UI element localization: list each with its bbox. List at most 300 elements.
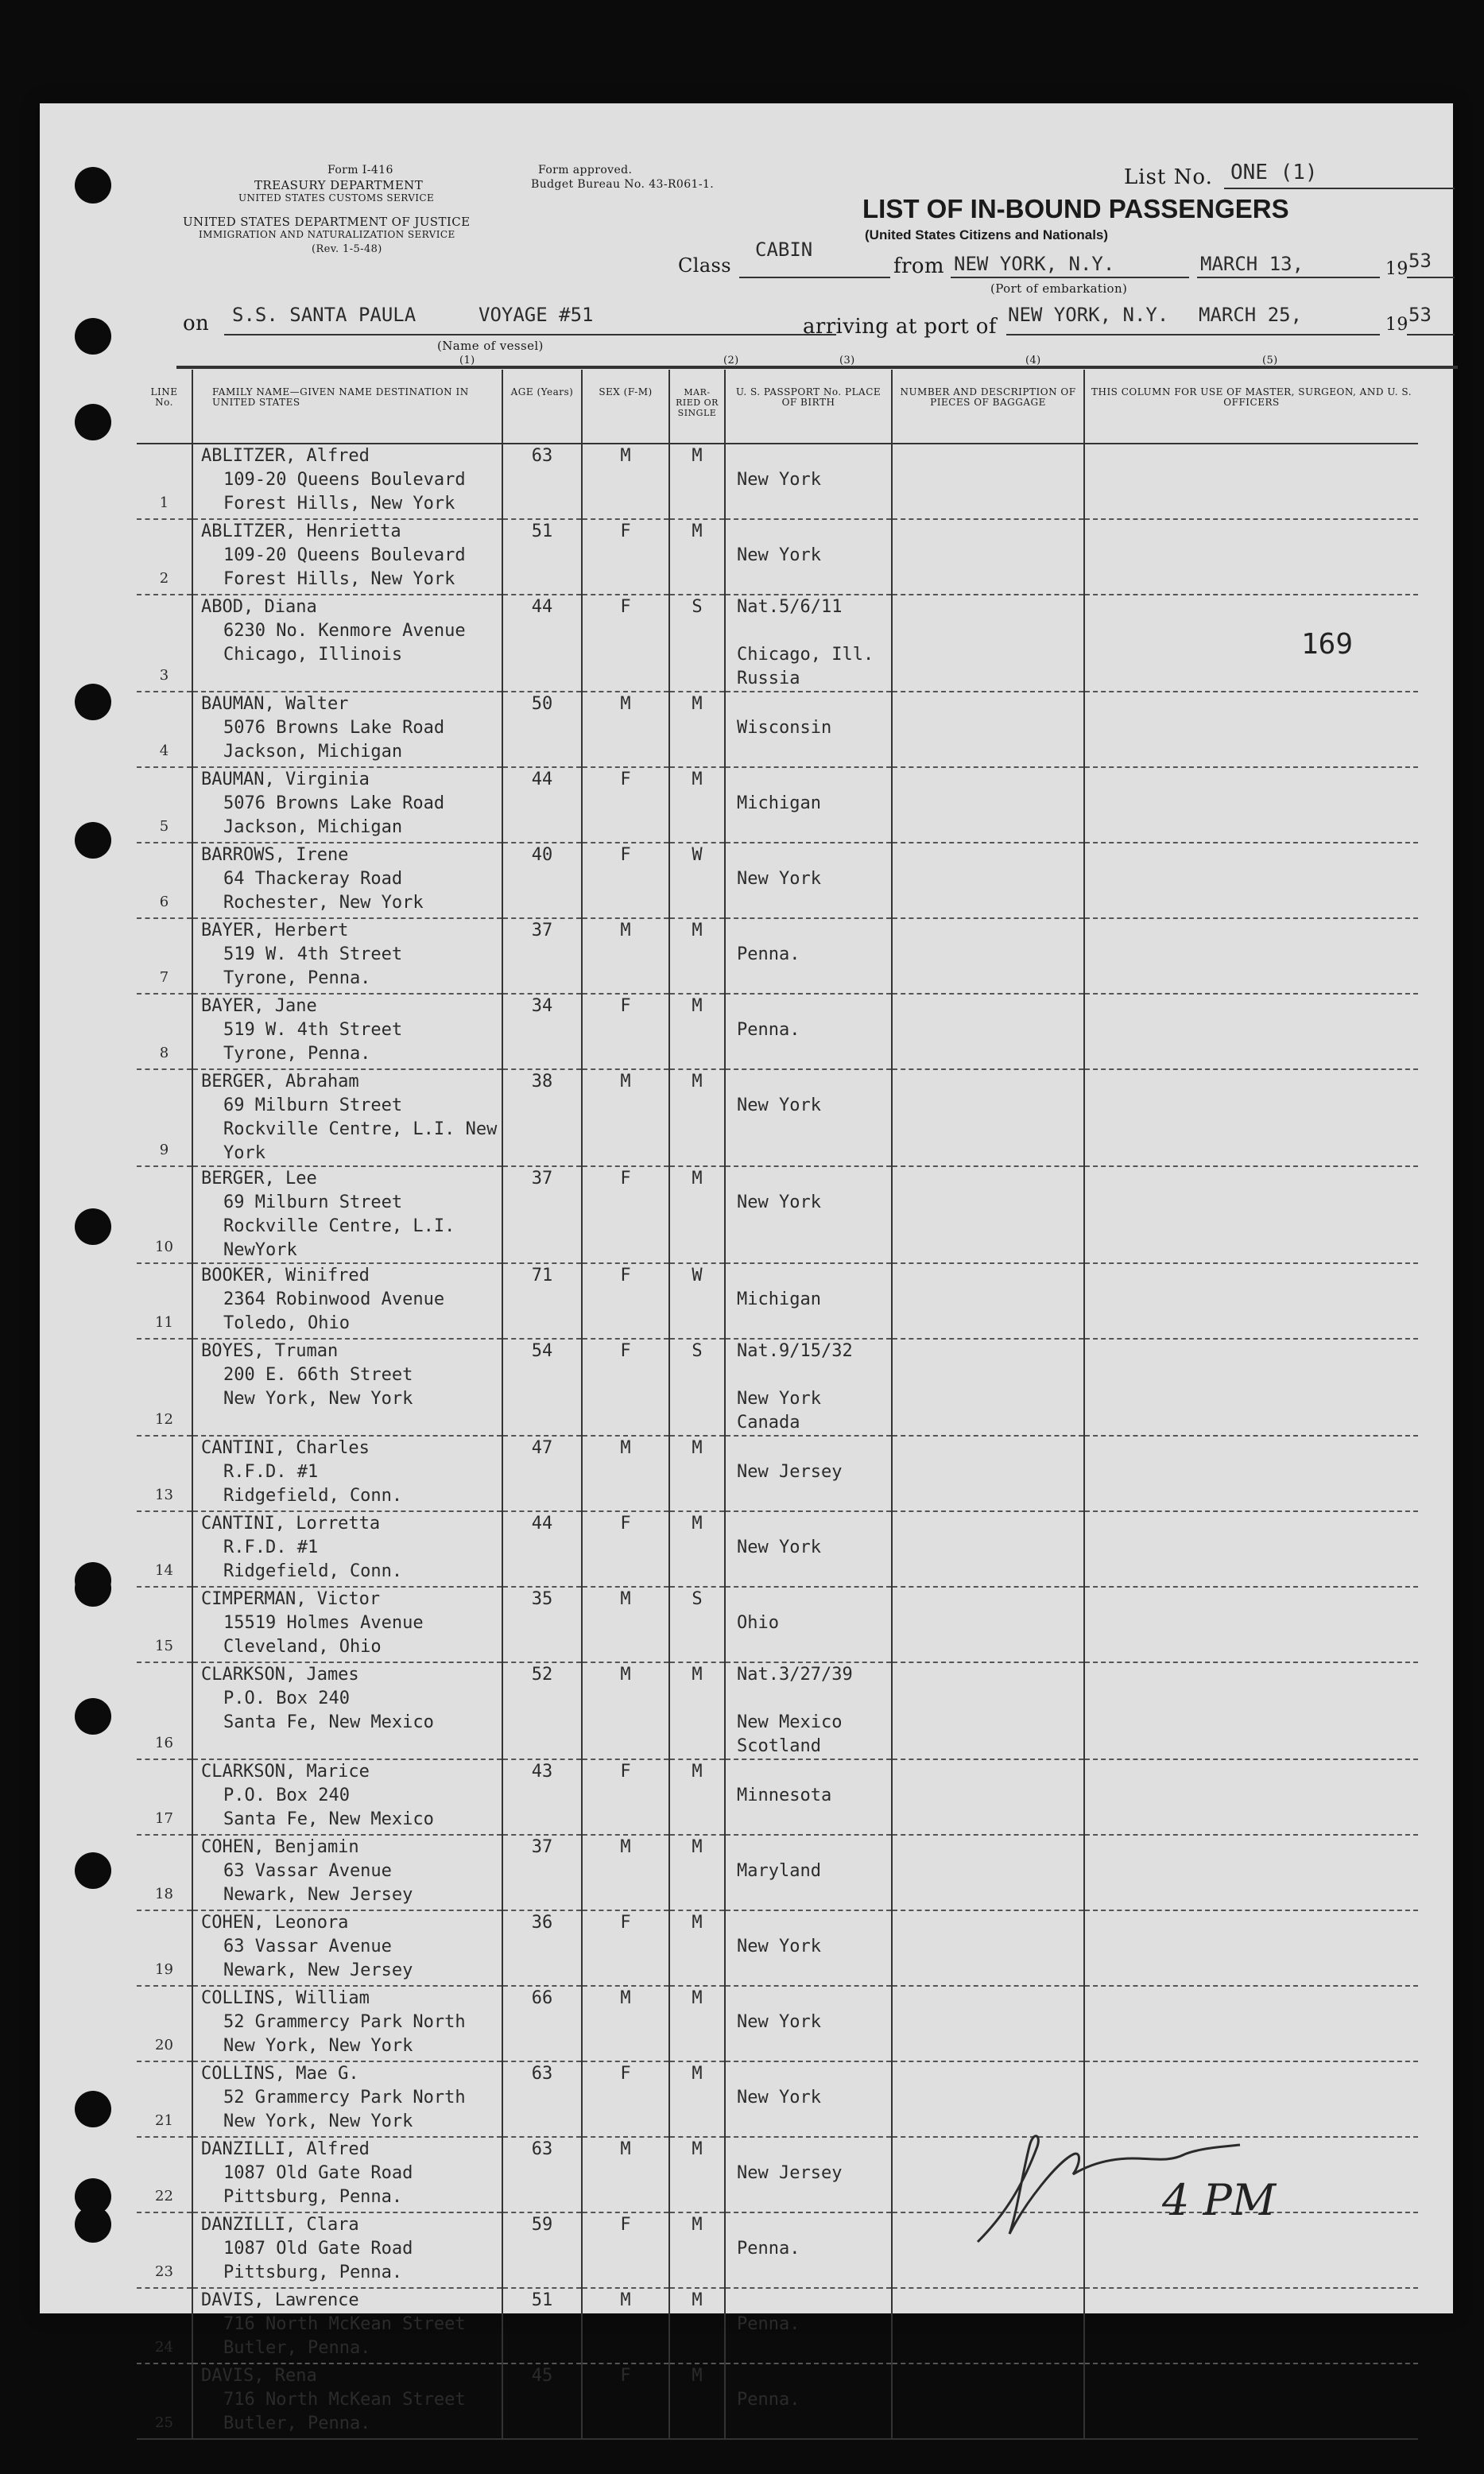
officer-use-cell — [1084, 1166, 1418, 1263]
age-cell: 54 — [502, 1339, 582, 1436]
arrival-date: MARCH 25, — [1199, 304, 1303, 326]
sex-cell: M — [582, 918, 669, 994]
address-line-1: 1087 Old Gate Road — [223, 2239, 413, 2259]
table-row — [137, 767, 1418, 843]
column-number: (4) — [1025, 355, 1041, 366]
embarkation-date: MARCH 13, — [1200, 253, 1304, 275]
address-line-1: 200 E. 66th Street — [223, 1365, 413, 1385]
table-header-row — [137, 370, 1418, 444]
place-of-birth: New Jersey — [737, 2163, 843, 2183]
line-number: 6 — [137, 843, 192, 918]
place-of-birth: New Jersey — [737, 1462, 843, 1482]
name-destination-cell — [192, 843, 502, 918]
address-line-2: Chicago, Illinois — [223, 645, 403, 665]
baggage-cell — [892, 843, 1084, 918]
passport-birthplace-cell — [725, 843, 892, 918]
table-row — [137, 994, 1418, 1069]
age-cell: 36 — [502, 1910, 582, 1986]
sex-cell: M — [582, 1436, 669, 1511]
passport-birthplace-cell — [725, 1910, 892, 1986]
passport-birthplace-cell — [725, 994, 892, 1069]
place-of-birth: Chicago, Ill. Russia — [737, 645, 874, 688]
place-of-birth: Michigan — [737, 793, 821, 813]
passport-birthplace-cell — [725, 2288, 892, 2363]
department-of-justice: UNITED STATES DEPARTMENT OF JUSTICE — [183, 215, 471, 229]
marital-status-cell: M — [669, 2288, 725, 2363]
address-line-2: Santa Fe, New Mexico — [223, 1809, 434, 1829]
line-number: 2 — [137, 519, 192, 595]
table-row — [137, 1587, 1418, 1662]
address-line-2: Forest Hills, New York — [223, 494, 455, 514]
marital-status-cell: M — [669, 2137, 725, 2212]
sex-cell: F — [582, 767, 669, 843]
passenger-name: BOOKER, Winifred — [201, 1266, 370, 1285]
passport-birthplace-cell — [725, 1835, 892, 1910]
officer-use-cell — [1084, 1986, 1418, 2061]
officer-use-cell — [1084, 692, 1418, 767]
address-line-1: 64 Thackeray Road — [223, 869, 403, 889]
vessel-name-label: (Name of vessel) — [437, 339, 544, 353]
age-cell: 63 — [502, 444, 582, 519]
marital-status-cell: M — [669, 444, 725, 519]
table-row — [137, 1436, 1418, 1511]
name-destination-cell — [192, 2288, 502, 2363]
name-destination-cell — [192, 692, 502, 767]
passport-birthplace-cell — [725, 444, 892, 519]
passenger-name: BERGER, Lee — [201, 1169, 317, 1189]
address-line-1: 6230 No. Kenmore Avenue — [223, 621, 466, 641]
baggage-cell — [892, 767, 1084, 843]
marital-status-cell: M — [669, 1166, 725, 1263]
baggage-cell — [892, 1910, 1084, 1986]
from-label: from — [893, 254, 944, 278]
name-destination-cell — [192, 519, 502, 595]
age-cell: 52 — [502, 1662, 582, 1759]
sex-cell: M — [582, 444, 669, 519]
line-number: 3 — [137, 595, 192, 692]
baggage-cell — [892, 1263, 1084, 1339]
passport-number: Nat.5/6/11 — [737, 597, 843, 617]
passport-birthplace-cell — [725, 767, 892, 843]
place-of-birth: Penna. — [737, 2390, 800, 2410]
passport-number: Nat.9/15/32 — [737, 1341, 853, 1361]
address-line-2: New York, New York — [223, 1389, 413, 1409]
officer-signature — [962, 2115, 1248, 2250]
place-of-birth: New York — [737, 2012, 821, 2032]
passenger-name: BAYER, Herbert — [201, 921, 349, 940]
address-line-2: Toledo, Ohio — [223, 1313, 350, 1333]
table-row — [137, 1166, 1418, 1263]
address-line-1: 2364 Robinwood Avenue — [223, 1289, 445, 1309]
officer-use-cell — [1084, 1759, 1418, 1835]
address-line-2: Tyrone, Penna. — [223, 968, 371, 988]
baggage-cell — [892, 1587, 1084, 1662]
age-cell: 66 — [502, 1986, 582, 2061]
sex-cell: M — [582, 1587, 669, 1662]
port-of-embarkation-label: (Port of embarkation) — [990, 281, 1128, 296]
officer-use-cell — [1084, 1662, 1418, 1759]
baggage-cell — [892, 2363, 1084, 2439]
table-row — [137, 918, 1418, 994]
sex-cell: F — [582, 2061, 669, 2137]
place-of-birth: New York — [737, 470, 821, 490]
name-destination-cell — [192, 1587, 502, 1662]
age-cell: 50 — [502, 692, 582, 767]
list-number-label: List No. — [1124, 165, 1213, 189]
embark-year-prefix: 19 — [1385, 259, 1408, 279]
passenger-name: ABOD, Diana — [201, 597, 317, 617]
address-line-2: Ridgefield, Conn. — [223, 1486, 403, 1506]
table-row — [137, 1986, 1418, 2061]
line-number: 15 — [137, 1587, 192, 1662]
officer-use-cell — [1084, 994, 1418, 1069]
sex-cell: F — [582, 843, 669, 918]
passenger-name: BERGER, Abraham — [201, 1072, 359, 1092]
address-line-1: 716 North McKean Street — [223, 2390, 466, 2410]
sex-cell: F — [582, 1511, 669, 1587]
marital-status-cell: M — [669, 1759, 725, 1835]
passport-birthplace-cell — [725, 918, 892, 994]
address-line-1: 716 North McKean Street — [223, 2314, 466, 2334]
baggage-cell — [892, 994, 1084, 1069]
passenger-name: DANZILLI, Alfred — [201, 2139, 370, 2159]
baggage-cell — [892, 444, 1084, 519]
officer-use-cell — [1084, 519, 1418, 595]
line-number: 21 — [137, 2061, 192, 2137]
name-destination-cell — [192, 1511, 502, 1587]
place-of-birth: New York Canada — [737, 1389, 821, 1433]
passport-birthplace-cell — [725, 2363, 892, 2439]
line-number: 14 — [137, 1511, 192, 1587]
passenger-name: COLLINS, William — [201, 1988, 370, 2008]
place-of-birth: Penna. — [737, 1020, 800, 1040]
age-cell: 44 — [502, 767, 582, 843]
place-of-birth: Michigan — [737, 1289, 821, 1309]
age-cell: 35 — [502, 1587, 582, 1662]
passport-birthplace-cell — [725, 2212, 892, 2288]
punch-hole — [75, 1208, 111, 1245]
punch-hole — [75, 822, 111, 859]
line-number: 8 — [137, 994, 192, 1069]
address-line-2: New York, New York — [223, 2111, 413, 2131]
passenger-name: CIMPERMAN, Victor — [201, 1589, 381, 1609]
address-line-1: 63 Vassar Avenue — [223, 1861, 392, 1881]
col-header-name: FAMILY NAME—GIVEN NAME DESTINATION IN UNITED STATES — [192, 370, 502, 444]
table-row — [137, 444, 1418, 519]
line-number: 22 — [137, 2137, 192, 2212]
place-of-birth: Penna. — [737, 944, 800, 964]
address-line-1: P.O. Box 240 — [223, 1786, 350, 1805]
officer-use-cell — [1084, 1835, 1418, 1910]
baggage-cell — [892, 1511, 1084, 1587]
table-top-rule — [176, 366, 1458, 369]
age-cell: 38 — [502, 1069, 582, 1166]
age-cell: 37 — [502, 1166, 582, 1263]
age-cell: 51 — [502, 519, 582, 595]
arriving-label: arriving at port of — [803, 315, 997, 339]
punch-hole — [75, 2091, 111, 2127]
sex-cell: F — [582, 519, 669, 595]
table-row — [137, 1910, 1418, 1986]
handwritten-time-note: 4 PM — [1162, 2175, 1277, 2225]
place-of-birth: New York — [737, 1538, 821, 1557]
line-number: 7 — [137, 918, 192, 994]
embark-year-underline — [1407, 277, 1455, 278]
name-destination-cell — [192, 1835, 502, 1910]
passport-birthplace-cell — [725, 519, 892, 595]
marital-status-cell: M — [669, 692, 725, 767]
passenger-name: COHEN, Leonora — [201, 1913, 349, 1933]
line-number: 17 — [137, 1759, 192, 1835]
passenger-name: CLARKSON, Marice — [201, 1762, 370, 1782]
place-of-birth: Penna. — [737, 2314, 800, 2334]
form-number: Form I-416 — [327, 164, 393, 176]
col-header-sex: SEX (F-M) — [582, 370, 669, 444]
ins-service: IMMIGRATION AND NATURALIZATION SERVICE — [199, 229, 455, 240]
passport-birthplace-cell — [725, 1436, 892, 1511]
arrival-year: 53 — [1408, 304, 1432, 326]
sex-cell: M — [582, 2288, 669, 2363]
col-header-baggage: NUMBER AND DESCRIPTION OF PIECES OF BAGGAGE — [892, 370, 1084, 444]
passenger-name: BOYES, Truman — [201, 1341, 339, 1361]
arrival-port: NEW YORK, N.Y. — [1008, 304, 1169, 326]
officer-use-cell — [1084, 767, 1418, 843]
column-number: (3) — [839, 355, 855, 366]
sex-cell: F — [582, 1166, 669, 1263]
table-row — [137, 1662, 1418, 1759]
line-number: 25 — [137, 2363, 192, 2439]
age-cell: 43 — [502, 1759, 582, 1835]
address-line-2: Jackson, Michigan — [223, 817, 403, 837]
sex-cell: M — [582, 1662, 669, 1759]
place-of-birth: New Mexico Scotland — [737, 1712, 843, 1756]
punch-hole — [75, 684, 111, 720]
sex-cell: M — [582, 2137, 669, 2212]
marital-status-cell: M — [669, 1910, 725, 1986]
passport-birthplace-cell — [725, 1069, 892, 1166]
passport-birthplace-cell — [725, 595, 892, 692]
address-line-1: 519 W. 4th Street — [223, 1020, 403, 1040]
age-cell: 71 — [502, 1263, 582, 1339]
address-line-2: Rockville Centre, L.I. NewYork — [223, 1216, 455, 1260]
marital-status-cell: M — [669, 1069, 725, 1166]
baggage-cell — [892, 2288, 1084, 2363]
age-cell: 34 — [502, 994, 582, 1069]
officer-use-cell — [1084, 843, 1418, 918]
baggage-cell — [892, 595, 1084, 692]
vessel-name: S.S. SANTA PAULA — [232, 304, 417, 326]
col-header-passport: U. S. PASSPORT No. PLACE OF BIRTH — [725, 370, 892, 444]
address-line-2: Newark, New Jersey — [223, 1885, 413, 1905]
marital-status-cell: M — [669, 1511, 725, 1587]
embark-year: 53 — [1408, 250, 1432, 272]
table-row — [137, 519, 1418, 595]
passenger-name: DAVIS, Lawrence — [201, 2290, 359, 2310]
sex-cell: M — [582, 1069, 669, 1166]
embark-date-underline — [1197, 277, 1380, 278]
passport-birthplace-cell — [725, 1662, 892, 1759]
name-destination-cell — [192, 2061, 502, 2137]
marital-status-cell: M — [669, 1986, 725, 2061]
marital-status-cell: M — [669, 2363, 725, 2439]
passenger-name: DANZILLI, Clara — [201, 2215, 359, 2235]
passenger-name: CANTINI, Lorretta — [201, 1514, 381, 1534]
address-line-2: Tyrone, Penna. — [223, 1044, 371, 1064]
passenger-name: BAUMAN, Walter — [201, 694, 349, 714]
address-line-2: Butler, Penna. — [223, 2414, 371, 2433]
marital-status-cell: M — [669, 2212, 725, 2288]
baggage-cell — [892, 1436, 1084, 1511]
marital-status-cell: S — [669, 1587, 725, 1662]
passport-birthplace-cell — [725, 1587, 892, 1662]
marital-status-cell: W — [669, 1263, 725, 1339]
place-of-birth: Maryland — [737, 1861, 821, 1881]
officer-use-cell — [1084, 1587, 1418, 1662]
marital-status-cell: M — [669, 1662, 725, 1759]
list-number-underline — [1224, 188, 1455, 189]
vessel-underline — [224, 334, 836, 335]
name-destination-cell — [192, 2363, 502, 2439]
address-line-1: 69 Milburn Street — [223, 1192, 403, 1212]
passenger-name: CANTINI, Charles — [201, 1438, 370, 1458]
page-subtitle: (United States Citizens and Nationals) — [865, 227, 1109, 242]
baggage-cell — [892, 519, 1084, 595]
name-destination-cell — [192, 1166, 502, 1263]
passenger-name: ABLITZER, Henrietta — [201, 522, 401, 541]
address-line-1: 69 Milburn Street — [223, 1095, 403, 1115]
treasury-department: TREASURY DEPARTMENT — [254, 178, 424, 192]
class-underline — [739, 277, 890, 278]
sex-cell: M — [582, 1986, 669, 2061]
address-line-1: 5076 Browns Lake Road — [223, 793, 445, 813]
punch-hole — [75, 167, 111, 204]
passport-birthplace-cell — [725, 1263, 892, 1339]
marital-status-cell: M — [669, 2061, 725, 2137]
table-row — [137, 2363, 1418, 2439]
place-of-birth: New York — [737, 2088, 821, 2108]
marital-status-cell: M — [669, 1436, 725, 1511]
table-row — [137, 692, 1418, 767]
line-number: 13 — [137, 1436, 192, 1511]
handwritten-number: 169 — [1301, 628, 1354, 661]
marital-status-cell: W — [669, 843, 725, 918]
baggage-cell — [892, 1835, 1084, 1910]
marital-status-cell: S — [669, 595, 725, 692]
table-row — [137, 1339, 1418, 1436]
place-of-birth: New York — [737, 1095, 821, 1115]
age-cell: 37 — [502, 1835, 582, 1910]
address-line-2: Santa Fe, New Mexico — [223, 1712, 434, 1732]
column-number: (1) — [459, 355, 475, 366]
baggage-cell — [892, 692, 1084, 767]
table-row — [137, 1263, 1418, 1339]
officer-use-cell — [1084, 1339, 1418, 1436]
passenger-name: BARROWS, Irene — [201, 845, 349, 865]
name-destination-cell — [192, 767, 502, 843]
officer-use-cell — [1084, 1436, 1418, 1511]
line-number: 1 — [137, 444, 192, 519]
baggage-cell — [892, 1166, 1084, 1263]
page-title: LIST OF IN-BOUND PASSENGERS — [862, 194, 1289, 223]
passenger-name: BAYER, Jane — [201, 996, 317, 1016]
address-line-2: New York, New York — [223, 2036, 413, 2056]
line-number: 4 — [137, 692, 192, 767]
place-of-birth: New York — [737, 1192, 821, 1212]
age-cell: 44 — [502, 595, 582, 692]
line-number: 10 — [137, 1166, 192, 1263]
officer-use-cell — [1084, 1511, 1418, 1587]
officer-use-cell — [1084, 918, 1418, 994]
baggage-cell — [892, 1069, 1084, 1166]
punch-hole — [75, 1698, 111, 1735]
sex-cell: F — [582, 595, 669, 692]
sex-cell: F — [582, 1759, 669, 1835]
officer-use-cell — [1084, 2363, 1418, 2439]
passenger-name: DAVIS, Rena — [201, 2366, 317, 2386]
name-destination-cell — [192, 595, 502, 692]
address-line-1: 5076 Browns Lake Road — [223, 718, 445, 738]
table-row — [137, 1511, 1418, 1587]
name-destination-cell — [192, 2212, 502, 2288]
passport-birthplace-cell — [725, 1339, 892, 1436]
revision-date: (Rev. 1-5-48) — [312, 243, 382, 255]
sex-cell: F — [582, 1263, 669, 1339]
sex-cell: F — [582, 1910, 669, 1986]
column-number: (5) — [1262, 355, 1278, 366]
col-header-line: LINE No. — [137, 370, 192, 444]
punch-hole — [75, 1852, 111, 1889]
sex-cell: F — [582, 2363, 669, 2439]
punch-hole — [75, 318, 111, 355]
passenger-name: BAUMAN, Virginia — [201, 770, 370, 789]
line-number: 18 — [137, 1835, 192, 1910]
officer-use-cell — [1084, 1069, 1418, 1166]
address-line-2: Jackson, Michigan — [223, 742, 403, 762]
address-line-1: 109-20 Queens Boulevard — [223, 470, 466, 490]
marital-status-cell: M — [669, 519, 725, 595]
name-destination-cell — [192, 1263, 502, 1339]
address-line-1: 52 Grammercy Park North — [223, 2088, 466, 2108]
passport-birthplace-cell — [725, 1986, 892, 2061]
place-of-birth: Minnesota — [737, 1786, 832, 1805]
passenger-name: COHEN, Benjamin — [201, 1837, 359, 1857]
embarkation-port: NEW YORK, N.Y. — [954, 253, 1115, 275]
age-cell: 47 — [502, 1436, 582, 1511]
arrival-year-underline — [1407, 334, 1455, 335]
baggage-cell — [892, 918, 1084, 994]
name-destination-cell — [192, 918, 502, 994]
name-destination-cell — [192, 1339, 502, 1436]
address-line-2: Rockville Centre, L.I. New York — [223, 1119, 498, 1163]
place-of-birth: Ohio — [737, 1613, 779, 1633]
address-line-1: 109-20 Queens Boulevard — [223, 545, 466, 565]
budget-bureau: Budget Bureau No. 43-R061-1. — [531, 178, 715, 191]
age-cell: 59 — [502, 2212, 582, 2288]
line-number: 19 — [137, 1910, 192, 1986]
place-of-birth: New York — [737, 545, 821, 565]
officer-use-cell — [1084, 1910, 1418, 1986]
col-header-officers: THIS COLUMN FOR USE OF MASTER, SURGEON, AND U. S. OFFICERS — [1084, 370, 1418, 444]
address-line-1: 15519 Holmes Avenue — [223, 1613, 424, 1633]
baggage-cell — [892, 1759, 1084, 1835]
address-line-2: Ridgefield, Conn. — [223, 1561, 403, 1581]
table-row — [137, 1759, 1418, 1835]
age-cell: 63 — [502, 2137, 582, 2212]
name-destination-cell — [192, 2137, 502, 2212]
sex-cell: F — [582, 2212, 669, 2288]
age-cell: 63 — [502, 2061, 582, 2137]
passenger-name: CLARKSON, James — [201, 1665, 359, 1685]
